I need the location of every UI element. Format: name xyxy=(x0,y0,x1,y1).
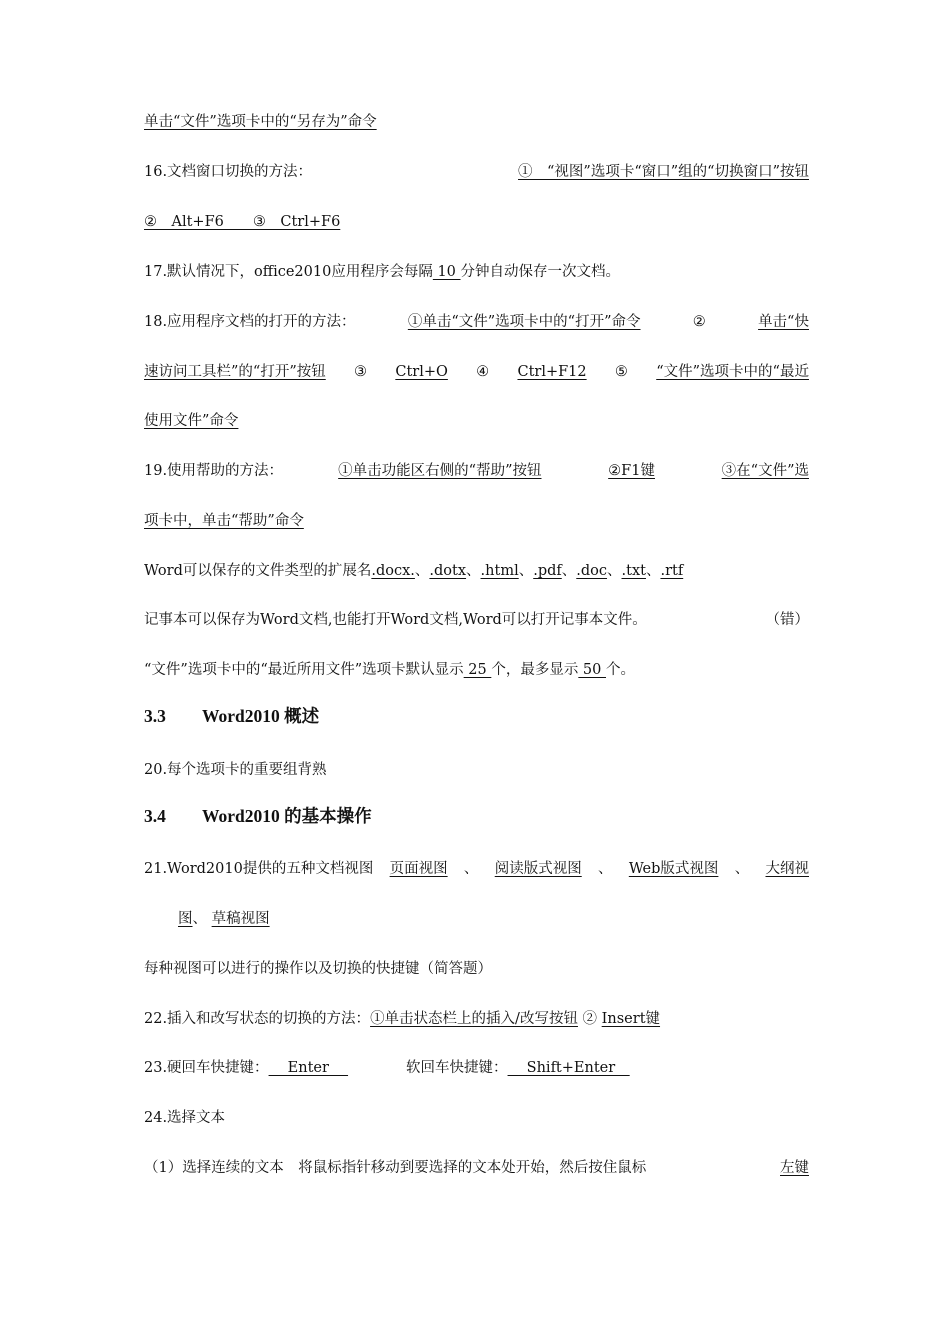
answer-blank: Ctrl+F12 xyxy=(517,364,587,380)
question-text: 个，最多显示 xyxy=(491,662,579,678)
answer-blank: ③在“文件”选 xyxy=(721,463,809,479)
line-q16 xyxy=(144,162,809,182)
answer-blank: .rtf xyxy=(660,563,684,579)
answer-blank: .docx. xyxy=(371,563,415,579)
answer-blank: Ctrl+O xyxy=(395,364,448,380)
question-text: “文件”选项卡中的“最近所用文件”选项卡默认显示 xyxy=(144,662,464,678)
answer-blank: 10 xyxy=(432,264,461,280)
question-text: 20.每个选项卡的重要组背熟 xyxy=(144,762,327,778)
answer-blank: 图 xyxy=(178,911,193,927)
line-q18-end xyxy=(144,411,809,431)
question-text: 个。 xyxy=(606,662,635,678)
answer-blank: 单击“快 xyxy=(758,314,809,330)
answer-blank: ① “视图”选项卡“窗口”组的“切换窗口”按钮 xyxy=(518,164,809,180)
question-text: 17.默认情况下，office2010应用程序会每隔 xyxy=(144,264,433,280)
question-text: 分钟自动保存一次文档。 xyxy=(460,264,621,280)
line-file-types xyxy=(144,561,809,581)
section-title: Word2010 的基本操作 xyxy=(202,806,372,826)
question-text: （1）选择连续的文本 将鼠标指针移动到要选择的文本处开始，然后按住鼠标 xyxy=(144,1160,647,1176)
question-text: ⑤ xyxy=(614,364,628,380)
section-number: 3.3 xyxy=(144,706,166,726)
line-q24-1 xyxy=(144,1158,809,1178)
answer-blank: 项卡中，单击“帮助”命令 xyxy=(144,513,304,529)
section-number: 3.4 xyxy=(144,806,166,826)
line-q18 xyxy=(144,312,809,332)
answer-blank: Insert键 xyxy=(601,1011,661,1027)
question-text: 18.应用程序文档的打开的方法： xyxy=(144,314,356,330)
answer-blank: ①单击“文件”选项卡中的“打开”命令 xyxy=(407,314,641,330)
question-text: ② xyxy=(577,1011,602,1027)
question-text: ④ xyxy=(476,364,490,380)
line-q18-cont xyxy=(144,362,809,382)
answer-blank: ①单击功能区右侧的“帮助”按钮 xyxy=(338,463,542,479)
separator: 、 xyxy=(466,563,481,579)
question-text: 每种视图可以进行的操作以及切换的快捷键（简答题） xyxy=(144,961,492,977)
answer-blank: 速访问工具栏”的“打开”按钮 xyxy=(144,364,326,380)
answer-blank: Enter xyxy=(268,1060,349,1076)
line-q19 xyxy=(144,461,809,481)
question-text: 23.硬回车快捷键： xyxy=(144,1060,269,1076)
line-q21-cont xyxy=(178,909,809,929)
answer-blank: .doc xyxy=(576,563,608,579)
line-q20 xyxy=(144,760,809,780)
question-text: 软回车快捷键： xyxy=(348,1060,508,1076)
separator: 、 xyxy=(734,861,750,877)
answer-blank: ②F1键 xyxy=(608,463,655,479)
answer-blank: .dotx xyxy=(429,563,467,579)
answer-blank: 页面视图 xyxy=(389,861,448,877)
answer-blank: 左键 xyxy=(780,1160,809,1176)
answer-mark: （错） xyxy=(765,612,809,628)
answer-blank: 50 xyxy=(578,662,606,678)
question-text: 记事本可以保存为Word文档,也能打开Word文档,Word可以打开记事本文件。 xyxy=(144,612,647,628)
line-q24 xyxy=(144,1108,809,1128)
question-text: Word可以保存的文件类型的扩展名 xyxy=(144,563,372,579)
separator: 、 xyxy=(561,563,577,579)
question-text: 21.Word2010提供的五种文档视图 xyxy=(144,861,374,877)
line-q21 xyxy=(144,859,809,879)
question-text: 19.使用帮助的方法： xyxy=(144,463,305,479)
answer-blank: 使用文件”命令 xyxy=(144,413,239,429)
line-q23 xyxy=(144,1058,809,1078)
answer-blank: ② Alt+F6 ③ Ctrl+F6 xyxy=(144,214,341,230)
question-text: 22.插入和改写状态的切换的方法： xyxy=(144,1011,371,1027)
answer-blank: 阅读版式视图 xyxy=(494,861,582,877)
answer-blank: ①单击状态栏上的插入/改写按钮 xyxy=(370,1011,578,1027)
answer-blank: 大纲视 xyxy=(765,861,809,877)
answer-blank: 单击“文件”选项卡中的“另存为”命令 xyxy=(144,114,377,130)
answer-blank: .pdf xyxy=(533,563,562,579)
line-q17 xyxy=(144,262,809,282)
separator: 、 xyxy=(645,563,661,579)
answer-blank: 草稿视图 xyxy=(211,911,270,927)
answer-blank: .html xyxy=(480,563,519,579)
line-q19-cont xyxy=(144,511,809,531)
line-q22 xyxy=(144,1009,809,1029)
section-title: Word2010 概述 xyxy=(202,706,320,726)
line-q16-cont xyxy=(144,212,809,232)
question-text: ② xyxy=(692,314,706,330)
separator: 、 xyxy=(192,911,212,927)
heading-3-3 xyxy=(144,705,809,727)
question-text: 24.选择文本 xyxy=(144,1110,226,1126)
answer-blank: 25 xyxy=(463,662,492,678)
answer-blank: .txt xyxy=(621,563,646,579)
answer-blank: Shift+Enter xyxy=(507,1060,630,1076)
separator: 、 xyxy=(518,563,534,579)
answer-blank: “文件”选项卡中的“最近 xyxy=(656,364,809,380)
separator: 、 xyxy=(414,563,430,579)
heading-3-4 xyxy=(144,805,809,827)
line-notepad xyxy=(144,610,809,630)
line-views-shortcuts xyxy=(144,959,809,979)
line-save-as xyxy=(144,112,809,132)
separator: 、 xyxy=(607,563,622,579)
separator: 、 xyxy=(598,861,613,877)
separator: 、 xyxy=(463,861,479,877)
line-recent-files xyxy=(144,660,809,680)
answer-blank: Web版式视图 xyxy=(628,861,719,877)
question-text: 16.文档窗口切换的方法： xyxy=(144,164,313,180)
question-text: ③ xyxy=(354,364,368,380)
